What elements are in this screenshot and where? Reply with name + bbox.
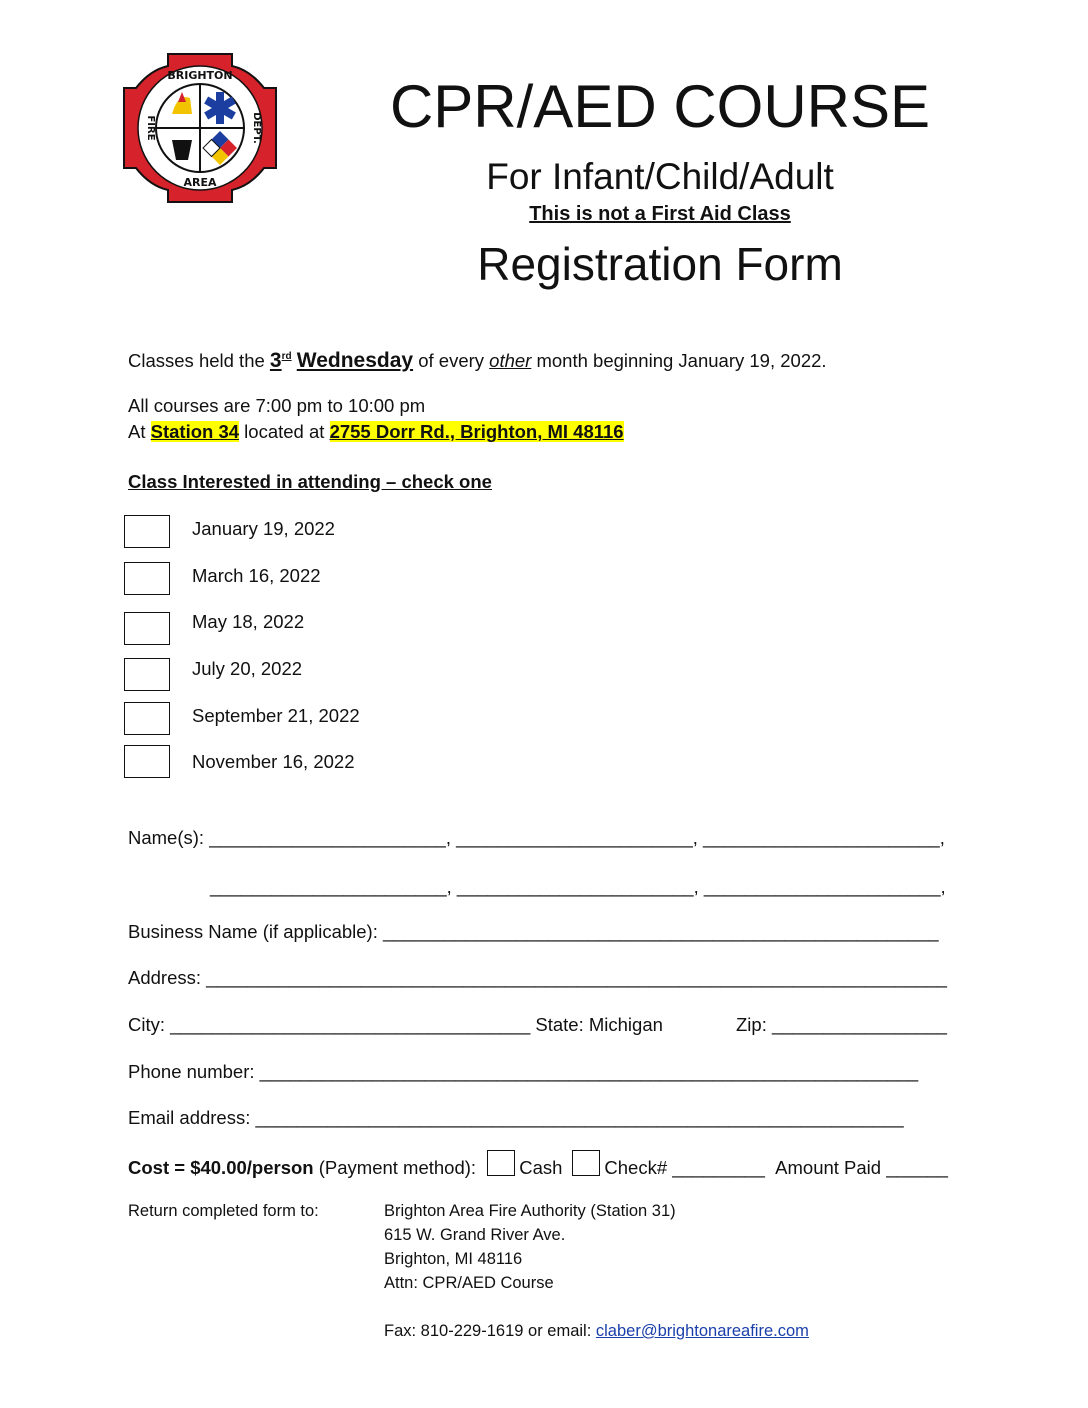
location-line xyxy=(128,420,624,444)
class-date-may: May 18, 2022 xyxy=(192,611,305,632)
logo-bottom-text: AREA xyxy=(183,176,217,189)
check-number-field[interactable]: Check# _________ xyxy=(604,1157,765,1178)
fire-dept-logo xyxy=(118,48,282,208)
phone-field[interactable]: Phone number: ________________________________________________________________ xyxy=(128,1061,919,1082)
class-date-jul: July 20, 2022 xyxy=(192,658,303,679)
zip-field[interactable]: Zip: _________________ xyxy=(736,1014,947,1035)
return-line: Attn: CPR/AED Course xyxy=(384,1274,554,1292)
return-line: Brighton, MI 48116 xyxy=(384,1250,523,1268)
return-line: Brighton Area Fire Authority (Station 31) xyxy=(384,1202,676,1220)
return-line: 615 W. Grand River Ave. xyxy=(384,1226,566,1244)
payment-line xyxy=(128,1150,948,1180)
city-state-field[interactable]: City: ___________________________________ State: Michigan xyxy=(128,1014,663,1035)
location-located: located at xyxy=(239,421,330,442)
schedule-suffix: month beginning January 19, 2022. xyxy=(531,350,827,371)
cash-checkbox[interactable] xyxy=(487,1150,515,1176)
class-checkbox-jan[interactable] xyxy=(124,515,170,548)
schedule-line xyxy=(128,345,827,373)
return-label: Return completed form to: xyxy=(128,1202,319,1220)
address-field[interactable]: Address: ________________________________________________________________________ xyxy=(128,967,947,988)
class-checkbox-jul[interactable] xyxy=(124,658,170,691)
schedule-ordinal: 3 xyxy=(269,349,282,372)
not-first-aid-note: This is not a First Aid Class xyxy=(529,203,791,225)
return-address xyxy=(384,1199,809,1343)
location-at: At xyxy=(128,421,151,442)
class-checkbox-sep[interactable] xyxy=(124,702,170,735)
station-address: 2755 Dorr Rd., Brighton, MI 48116 xyxy=(329,421,624,442)
logo-left-text: FIRE xyxy=(145,115,156,141)
class-date-nov: November 16, 2022 xyxy=(192,751,355,772)
course-subtitle: For Infant/Child/Adult xyxy=(486,156,834,197)
fax-email-line xyxy=(384,1319,809,1343)
class-checkbox-nov[interactable] xyxy=(124,745,170,778)
cash-label: Cash xyxy=(519,1157,563,1178)
amount-paid-field[interactable]: Amount Paid ______ xyxy=(775,1157,948,1178)
class-date-mar: March 16, 2022 xyxy=(192,565,321,586)
schedule-day: Wednesday xyxy=(296,349,414,372)
class-checkbox-mar[interactable] xyxy=(124,562,170,595)
schedule-mid: of every xyxy=(413,350,490,371)
business-name-field[interactable]: Business Name (if applicable): ______________________________________________________ xyxy=(128,921,939,942)
class-date-sep: September 21, 2022 xyxy=(192,705,360,726)
schedule-other: other xyxy=(489,350,532,371)
station-name: Station 34 xyxy=(150,421,240,442)
names-field[interactable]: Name(s): _______________________, _______________________, _______________________, xyxy=(128,827,945,848)
cost-label: Cost = $40.00/person xyxy=(128,1157,314,1178)
class-heading: Class Interested in attending – check one xyxy=(128,471,492,492)
fax-text: Fax: 810-229-1619 or email: xyxy=(384,1322,596,1340)
logo-right-text: DEPT. xyxy=(251,112,262,144)
names-field-line2[interactable]: _______________________, _______________________, _______________________, xyxy=(210,876,946,897)
payment-method-label: (Payment method): xyxy=(313,1157,482,1178)
course-hours: All courses are 7:00 pm to 10:00 pm xyxy=(128,395,426,416)
class-date-jan: January 19, 2022 xyxy=(192,518,335,539)
form-title: Registration Form xyxy=(477,238,843,290)
schedule-ordinal-suffix: rd xyxy=(281,351,292,362)
course-title: CPR/AED COURSE xyxy=(389,73,931,140)
class-checkbox-may[interactable] xyxy=(124,612,170,645)
contact-email-link[interactable]: claber@brightonareafire.com xyxy=(595,1322,809,1340)
schedule-prefix: Classes held the xyxy=(128,350,270,371)
logo-top-text: BRIGHTON xyxy=(167,69,233,82)
check-checkbox[interactable] xyxy=(572,1150,600,1176)
email-field[interactable]: Email address: _______________________________________________________________ xyxy=(128,1107,904,1128)
